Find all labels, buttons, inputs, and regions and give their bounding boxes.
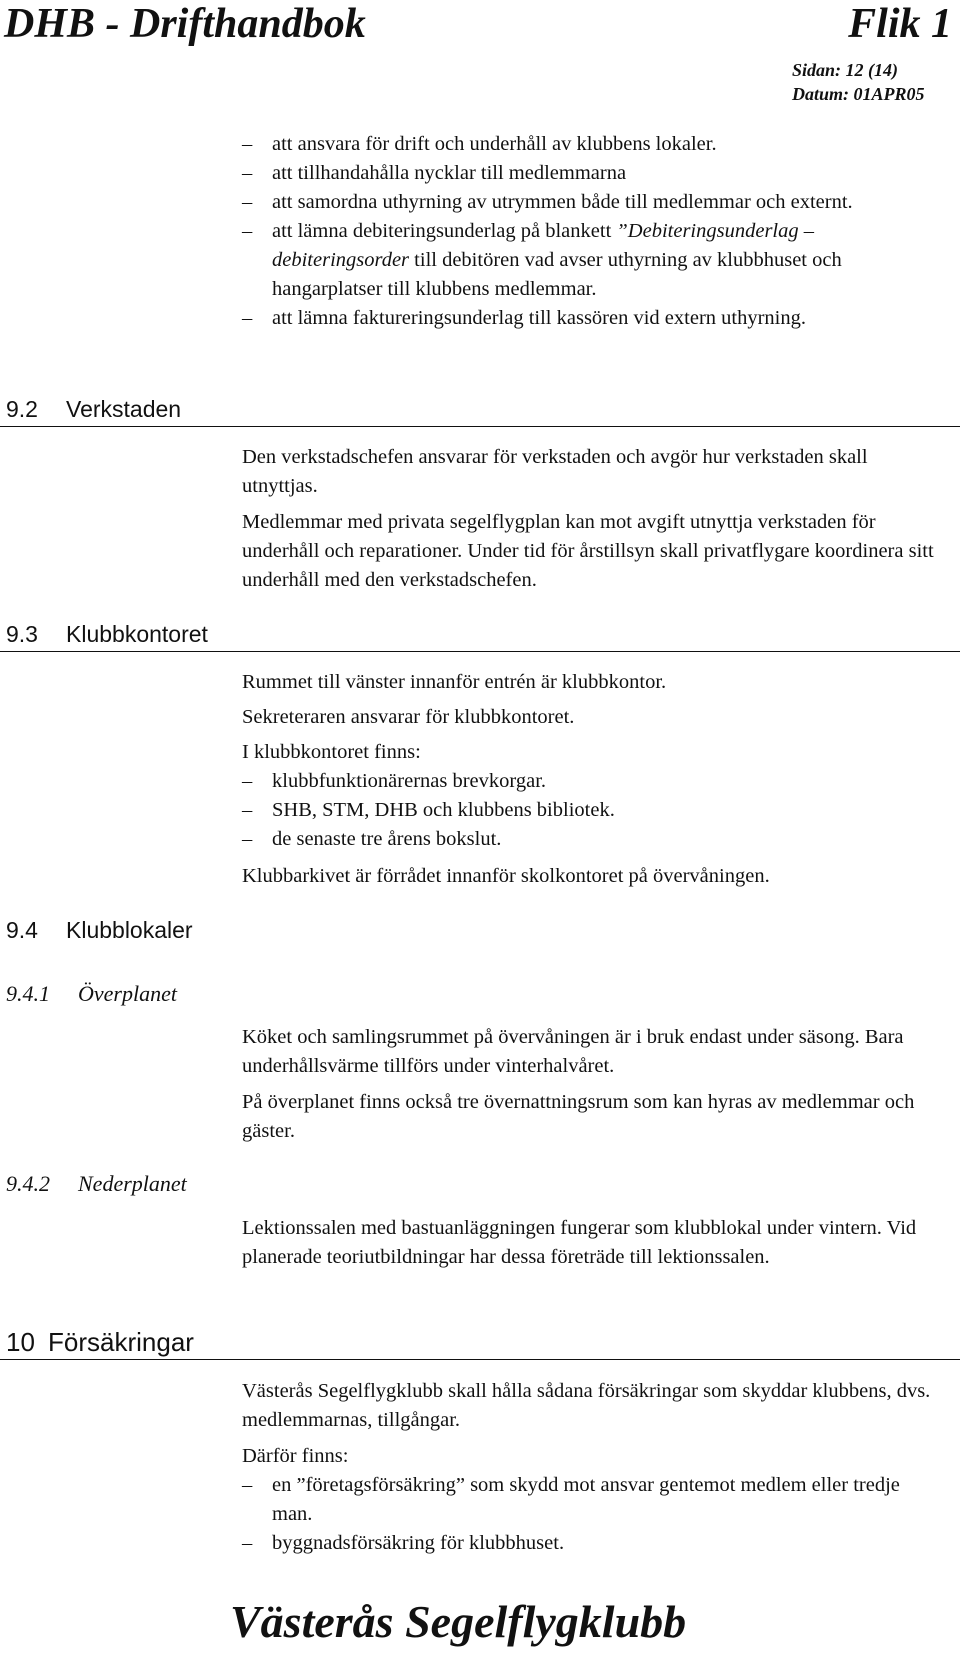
section-title: Klubblokaler xyxy=(66,917,193,943)
section-number: 9.4 xyxy=(6,917,38,943)
section-number: 9.3 xyxy=(6,621,38,647)
chapter-title: Försäkringar xyxy=(48,1327,194,1357)
list-item: – byggnadsförsäkring för klubbhuset. xyxy=(242,1529,942,1558)
chapter-number: 10 xyxy=(6,1327,35,1357)
list-item xyxy=(242,217,942,304)
subsection-heading xyxy=(6,981,177,1007)
section-rule xyxy=(0,426,960,427)
list-item: – klubbfunktionärernas brevkorgar. xyxy=(242,767,942,796)
subsection-heading xyxy=(6,1171,187,1197)
list-item: – att ansvara för drift och underhåll av klubbens lokaler. xyxy=(242,130,942,159)
paragraph: Därför finns: xyxy=(242,1445,349,1467)
chapter-heading xyxy=(6,1327,194,1358)
list-item: – en ”företagsförsäkring” som skydd mot ansvar gentemot medlem eller tredje man. xyxy=(242,1471,942,1529)
subsection-number: 9.4.2 xyxy=(6,1171,50,1196)
section-heading xyxy=(6,917,193,944)
section-title: Verkstaden xyxy=(66,396,182,422)
insurance-list xyxy=(242,1471,942,1558)
list-item: – att samordna uthyrning av utrymmen både till medlemmar och externt. xyxy=(242,188,942,217)
office-contents-list xyxy=(242,767,942,854)
footer-organization: Västerås Segelflygklubb xyxy=(230,1596,687,1647)
paragraph: Sekreteraren ansvarar för klubbkontoret. xyxy=(242,706,575,728)
document-date: Datum: 01APR05 xyxy=(792,84,925,104)
paragraph: Köket och samlingsrummet på övervåningen är i bruk endast under säsong. Bara underhållsvärme tillförs under vinterhalvåret. xyxy=(242,1026,904,1077)
paragraph: Lektionssalen med bastuanläggningen fungerar som klubblokal under vintern. Vid planerade teoriutbildningar har dessa företräde till lektionssalen. xyxy=(242,1217,917,1268)
subsection-number: 9.4.1 xyxy=(6,981,50,1006)
responsibility-list xyxy=(242,130,942,333)
list-item-text: till debitören vad avser uthyrning av klubbhuset och hangarplatser till klubbens medlemmar. xyxy=(272,249,842,300)
paragraph: På överplanet finns också tre övernattningsrum som kan hyras av medlemmar och gäster. xyxy=(242,1091,915,1142)
document-title: DHB - Drifthandbok xyxy=(4,1,366,47)
list-item: – de senaste tre årens bokslut. xyxy=(242,825,942,854)
section-heading xyxy=(6,621,208,648)
list-item: – SHB, STM, DHB och klubbens bibliotek. xyxy=(242,796,942,825)
subsection-title: Överplanet xyxy=(78,981,177,1006)
section-heading xyxy=(6,396,181,423)
chapter-rule xyxy=(0,1359,960,1360)
paragraph: Rummet till vänster innanför entrén är klubbkontor. xyxy=(242,671,667,693)
paragraph: Klubbarkivet är förrådet innanför skolkontoret på övervåningen. xyxy=(242,865,770,887)
section-number: 9.2 xyxy=(6,396,38,422)
subsection-title: Nederplanet xyxy=(78,1171,187,1196)
paragraph: Medlemmar med privata segelflygplan kan mot avgift utnyttja verkstaden för underhåll och reparationer. Under tid för årstillsyn skall privatflygare koordinera sitt underhåll med den verkstadschefen. xyxy=(242,511,934,591)
list-item: – att lämna faktureringsunderlag till kassören vid extern uthyrning. xyxy=(242,304,942,333)
section-tab: Flik 1 xyxy=(848,1,952,47)
list-item-text: att lämna debiteringsunderlag på blankett xyxy=(272,220,617,242)
form-name: ”Debiteringsunderlag – debiteringsorder xyxy=(272,220,814,271)
section-rule xyxy=(0,651,960,652)
page-number: Sidan: 12 (14) xyxy=(792,60,899,80)
paragraph: Den verkstadschefen ansvarar för verkstaden och avgör hur verkstaden skall utnyttjas. xyxy=(242,446,868,497)
paragraph: I klubbkontoret finns: xyxy=(242,741,421,763)
paragraph: Västerås Segelflygklubb skall hålla sådana försäkringar som skyddar klubbens, dvs. medlemmarnas, tillgångar. xyxy=(242,1380,931,1431)
section-title: Klubbkontoret xyxy=(66,621,208,647)
list-item: – att tillhandahålla nycklar till medlemmarna xyxy=(242,159,942,188)
